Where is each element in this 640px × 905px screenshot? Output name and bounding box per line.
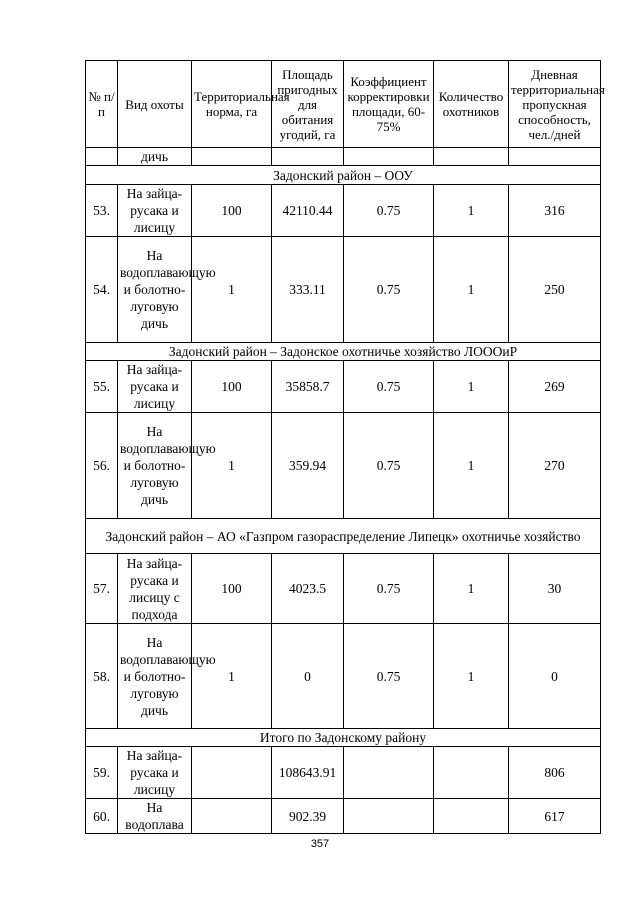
cell-area: 0 [272, 624, 344, 729]
cell-coef: 0.75 [344, 237, 434, 343]
table-row [86, 413, 601, 519]
cell-coef: 0.75 [344, 361, 434, 413]
cell-norm [192, 799, 272, 834]
cell-capacity: 0 [509, 624, 601, 729]
cell-num: 60. [86, 799, 118, 834]
cell-hunting-type: На зайца-русака и лисицу [118, 747, 192, 799]
cell-capacity: 250 [509, 237, 601, 343]
cell-num: 59. [86, 747, 118, 799]
cell-capacity: 269 [509, 361, 601, 413]
table-row [86, 237, 601, 343]
cell-norm [192, 148, 272, 166]
cell-hunters: 1 [434, 413, 509, 519]
cell-norm: 1 [192, 237, 272, 343]
cell-norm: 1 [192, 624, 272, 729]
cell-hunters [434, 799, 509, 834]
cell-hunters: 1 [434, 361, 509, 413]
cell-capacity: 30 [509, 554, 601, 624]
cell-capacity: 270 [509, 413, 601, 519]
cell-hunting-type: На зайца-русака и лисицу [118, 361, 192, 413]
header-hunting-type: Вид охоты [118, 61, 192, 148]
cell-num [86, 148, 118, 166]
cell-hunters: 1 [434, 624, 509, 729]
table-row [86, 624, 601, 729]
cell-capacity: 316 [509, 185, 601, 237]
cell-norm [192, 747, 272, 799]
cell-num: 57. [86, 554, 118, 624]
continuation-row [86, 148, 601, 166]
cell-norm: 100 [192, 361, 272, 413]
cell-norm: 100 [192, 185, 272, 237]
cell-coef: 0.75 [344, 185, 434, 237]
cell-num: 56. [86, 413, 118, 519]
section-row [86, 519, 601, 554]
cell-area: 333.11 [272, 237, 344, 343]
cell-hunters: 1 [434, 237, 509, 343]
section-row [86, 166, 601, 185]
cell-hunters: 1 [434, 185, 509, 237]
header-suitable-area: Площадь пригодных для обитания угодий, га [272, 61, 344, 148]
header-correction-coefficient: Коэффициент корректировки площади, 60-75% [344, 61, 434, 148]
cell-hunting-type: дичь [118, 148, 192, 166]
section-title: Итого по Задонскому району [86, 729, 601, 747]
cell-hunting-type: На зайца-русака и лисицу с подхода [118, 554, 192, 624]
table-body [86, 61, 605, 834]
section-row [86, 343, 601, 361]
cell-hunting-type: На зайца-русака и лисицу [118, 185, 192, 237]
section-title: Задонский район – АО «Газпром газораспределение Липецк» охотничье хозяйство [86, 519, 601, 554]
cell-area: 359.94 [272, 413, 344, 519]
table-row [86, 185, 601, 237]
cell-area: 42110.44 [272, 185, 344, 237]
cell-coef: 0.75 [344, 554, 434, 624]
cell-hunting-type: На водоплавающую и болотно-луговую дичь [118, 237, 192, 343]
header-num: № п/п [86, 61, 118, 148]
cell-capacity [509, 148, 601, 166]
cell-coef: 0.75 [344, 624, 434, 729]
cell-hunters: 1 [434, 554, 509, 624]
header-hunters-count: Количество охотников [434, 61, 509, 148]
hunting-capacity-table [85, 60, 605, 834]
cell-capacity: 617 [509, 799, 601, 834]
cell-area: 4023.5 [272, 554, 344, 624]
page-number: 357 [310, 838, 330, 850]
cell-norm: 1 [192, 413, 272, 519]
table-row [86, 361, 601, 413]
cell-num: 55. [86, 361, 118, 413]
cell-num: 53. [86, 185, 118, 237]
cell-num: 54. [86, 237, 118, 343]
cell-coef [344, 747, 434, 799]
table-row [86, 747, 601, 799]
cell-coef: 0.75 [344, 413, 434, 519]
cell-hunting-type: На водоплавающую и болотно-луговую дичь [118, 624, 192, 729]
cell-norm: 100 [192, 554, 272, 624]
cell-coef [344, 148, 434, 166]
section-title: Задонский район – ООУ [86, 166, 601, 185]
section-row [86, 729, 601, 747]
header-territorial-norm: Территориальная норма, га [192, 61, 272, 148]
cell-num: 58. [86, 624, 118, 729]
cell-hunting-type: На водоплавающую и болотно-луговую дичь [118, 413, 192, 519]
cell-area [272, 148, 344, 166]
cell-hunters [434, 148, 509, 166]
cell-area: 902.39 [272, 799, 344, 834]
cell-area: 108643.91 [272, 747, 344, 799]
section-title: Задонский район – Задонское охотничье хозяйство ЛОООиР [86, 343, 601, 361]
table-row [86, 554, 601, 624]
header-row [86, 61, 601, 148]
table-row [86, 799, 601, 834]
cell-coef [344, 799, 434, 834]
cell-capacity: 806 [509, 747, 601, 799]
cell-area: 35858.7 [272, 361, 344, 413]
cell-hunters [434, 747, 509, 799]
cell-hunting-type: На водоплава [118, 799, 192, 834]
header-daily-capacity: Дневная территориальная пропускная способность, чел./дней [509, 61, 601, 148]
